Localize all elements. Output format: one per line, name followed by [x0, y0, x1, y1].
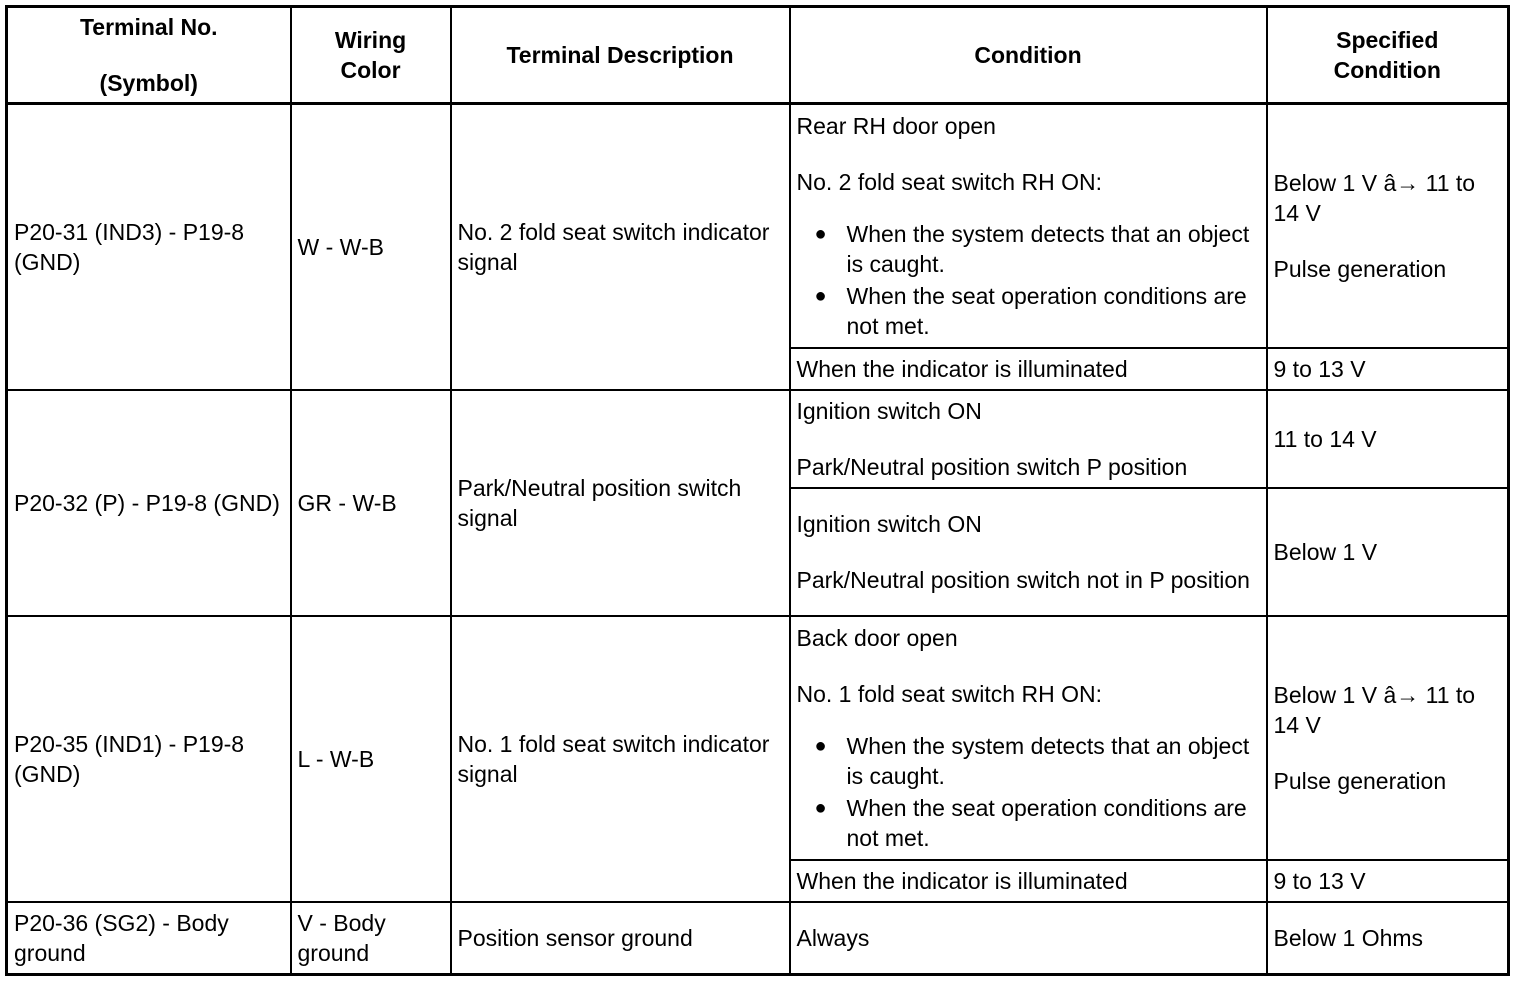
condition-cell: Ignition switch ON Park/Neutral position switch P position	[790, 390, 1267, 488]
bullet-icon: ●	[814, 797, 827, 820]
list-item: ● When the system detects that an object is caught.	[814, 733, 1250, 790]
wiring-cell: L - W-B	[291, 616, 451, 902]
wiring-cell: W - W-B	[291, 104, 451, 390]
specified-cell: 11 to 14 V	[1267, 390, 1509, 488]
table-header-row	[7, 7, 1509, 104]
condition-cell: Rear RH door open No. 2 fold seat switch RH ON: ● When the system detects that an object is caught. ● When the seat operation conditions are not met.	[790, 104, 1267, 348]
condition-cell: Back door open No. 1 fold seat switch RH ON: ● When the system detects that an object is caught. ● When the seat operation conditions are not met.	[790, 616, 1267, 860]
list-item: ● When the seat operation conditions are not met.	[814, 795, 1247, 852]
header-terminal-description: Terminal Description	[451, 7, 790, 104]
header-condition: Condition	[790, 7, 1267, 104]
description-cell: No. 2 fold seat switch indicator signal	[451, 104, 790, 390]
header-wiring-color: Wiring Color	[291, 7, 451, 104]
terminal-cell: P20-35 (IND1) - P19-8 (GND)	[7, 616, 291, 902]
condition-cell: When the indicator is illuminated	[790, 860, 1267, 902]
description-cell: No. 1 fold seat switch indicator signal	[451, 616, 790, 902]
bullet-icon: ●	[814, 735, 827, 758]
wiring-cell: GR - W-B	[291, 390, 451, 616]
specified-cell: 9 to 13 V	[1267, 860, 1509, 902]
table-row	[7, 902, 1509, 974]
table-row	[7, 390, 1509, 488]
table-row	[7, 616, 1509, 860]
specified-cell: 9 to 13 V	[1267, 348, 1509, 390]
condition-cell: Always	[790, 902, 1267, 974]
specified-cell: Below 1 V â→ 11 to 14 V Pulse generation	[1267, 104, 1509, 348]
terminal-cell: P20-31 (IND3) - P19-8 (GND)	[7, 104, 291, 390]
bullet-list	[797, 219, 1260, 341]
bullet-list	[797, 731, 1260, 853]
description-cell: Position sensor ground	[451, 902, 790, 974]
bullet-icon: ●	[814, 284, 827, 307]
header-specified-condition: Specified Condition	[1267, 7, 1509, 104]
list-item: ● When the system detects that an object is caught.	[814, 220, 1250, 277]
specified-cell: Below 1 V	[1267, 488, 1509, 616]
header-terminal: Terminal No. (Symbol)	[7, 7, 291, 104]
table-row	[7, 104, 1509, 348]
terminal-spec-table	[5, 5, 1510, 976]
terminal-cell: P20-36 (SG2) - Body ground	[7, 902, 291, 974]
bullet-icon: ●	[814, 222, 827, 245]
specified-cell: Below 1 V â→ 11 to 14 V Pulse generation	[1267, 616, 1509, 860]
terminal-cell: P20-32 (P) - P19-8 (GND)	[7, 390, 291, 616]
specified-cell: Below 1 Ohms	[1267, 902, 1509, 974]
wiring-cell: V - Body ground	[291, 902, 451, 974]
description-cell: Park/Neutral position switch signal	[451, 390, 790, 616]
condition-cell: When the indicator is illuminated	[790, 348, 1267, 390]
condition-cell: Ignition switch ON Park/Neutral position switch not in P position	[790, 488, 1267, 616]
list-item: ● When the seat operation conditions are not met.	[814, 282, 1247, 339]
